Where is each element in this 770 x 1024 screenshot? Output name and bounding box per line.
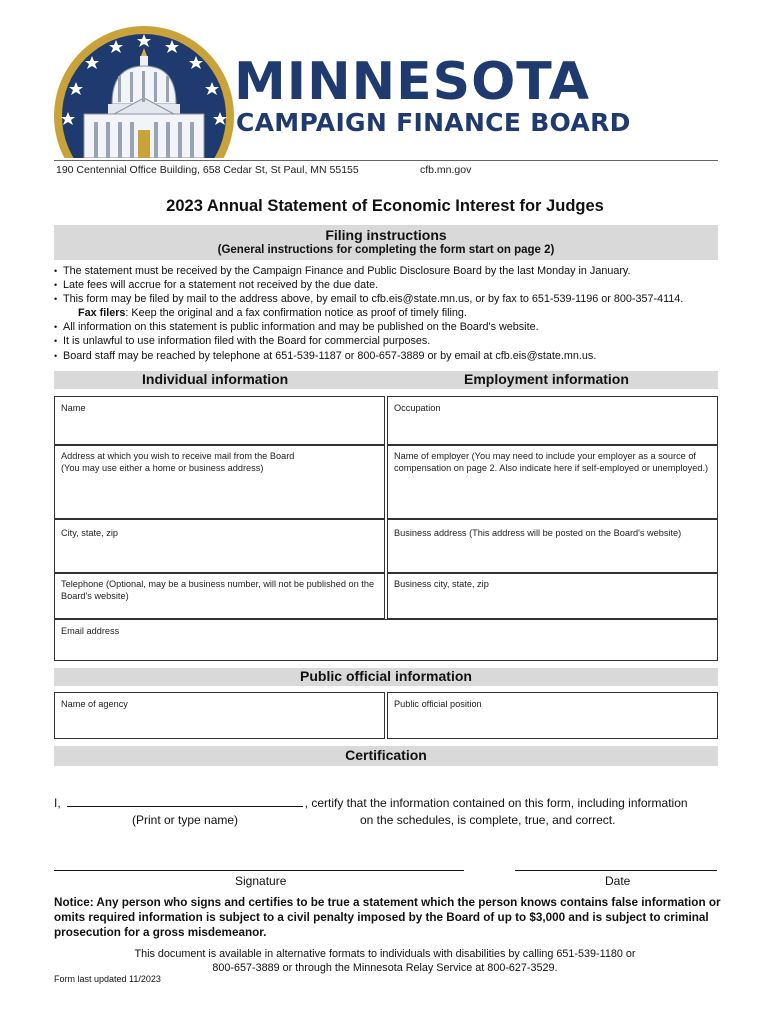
fax-filers-label: Fax filers xyxy=(78,307,126,320)
certification-band xyxy=(54,746,718,766)
position-label: Public official position xyxy=(394,699,482,709)
brand-title: MINNESOTA xyxy=(234,52,590,112)
instruction-item: • Board staff may be reached by telephone at 651-539-1187 or 800-657-3889 or by email at cfb.eis@state.mn.us. xyxy=(54,349,724,363)
employer-label: Name of employer (You may need to include your employer as a source of compensation on page 2. Also indicate here if self-employed or unemployed.) xyxy=(394,451,709,473)
board-website: cfb.mn.gov xyxy=(420,164,472,176)
employer-field[interactable] xyxy=(387,445,718,519)
city-state-zip-field[interactable] xyxy=(54,519,385,573)
mail-address-label: Address at which you wish to receive mail from the Board (You may use either a home or business address) xyxy=(61,451,295,473)
mail-address-field[interactable] xyxy=(54,445,385,519)
certification-statement xyxy=(54,796,688,810)
name-field[interactable] xyxy=(54,396,385,445)
email-field[interactable] xyxy=(54,619,718,661)
instruction-item: • This form may be filed by mail to the address above, by email to cfb.eis@state.mn.us, or by fax to 651-539-1196 or 800-357-4114. xyxy=(54,292,724,306)
position-field[interactable] xyxy=(387,692,718,739)
telephone-label: Telephone (Optional, may be a business number, will not be published on the Board's website) xyxy=(61,579,375,601)
header-divider xyxy=(54,160,718,161)
individual-employment-band xyxy=(54,371,718,389)
certification-heading: Certification xyxy=(345,747,427,763)
certification-text: , certify that the information contained on this form, including information xyxy=(304,796,688,810)
filing-instructions-subheading: (General instructions for completing the form start on page 2) xyxy=(217,244,555,256)
form-updated-date: Form last updated 11/2023 xyxy=(54,974,161,984)
printed-name-input[interactable] xyxy=(67,796,303,807)
business-address-label: Business address (This address will be posted on the Board's website) xyxy=(394,528,682,538)
alternative-formats-notice: This document is available in alternative formats to individuals with disabilities by calling 651-539-1180 or 800-657-3889 or through the Minnesota Relay Service at 800-627-3529. xyxy=(134,948,636,974)
instruction-item: • Late fees will accrue for a statement not received by the due date. xyxy=(54,278,724,292)
certification-text-continued: on the schedules, is complete, true, and correct. xyxy=(360,813,616,827)
occupation-field[interactable] xyxy=(387,396,718,445)
date-line[interactable] xyxy=(515,870,717,871)
brand-subtitle: CAMPAIGN FINANCE BOARD xyxy=(236,108,631,137)
city-state-zip-label: City, state, zip xyxy=(61,528,119,538)
employment-information-heading: Employment information xyxy=(464,371,629,387)
legal-notice: Notice: Any person who signs and certifies to be true a statement which the person knows contains false information or omits required information is subject to a civil penalty imposed by the Board of up to $3,000 and is subject to criminal prosecution for a gross misdemeanor. xyxy=(54,896,721,939)
fax-filers-text: : Keep the original and a fax confirmation notice as proof of timely filing. xyxy=(125,307,467,320)
filing-instructions-list xyxy=(54,264,724,363)
board-address: 190 Centennial Office Building, 658 Cedar St, St Paul, MN 55155 xyxy=(56,164,359,176)
individual-information-heading: Individual information xyxy=(142,371,289,387)
agency-label: Name of agency xyxy=(61,699,128,709)
signature-label: Signature xyxy=(235,874,287,888)
telephone-field[interactable] xyxy=(54,573,385,619)
email-label: Email address xyxy=(61,626,120,636)
public-official-band xyxy=(54,668,718,686)
document-title: 2023 Annual Statement of Economic Interest for Judges xyxy=(166,197,604,215)
minnesota-capitol-seal xyxy=(54,26,234,158)
signature-line[interactable] xyxy=(54,870,464,871)
occupation-label: Occupation xyxy=(394,403,441,413)
business-city-field[interactable] xyxy=(387,573,718,619)
instruction-item: • All information on this statement is public information and may be published on the Board's website. xyxy=(54,320,724,334)
instruction-item: • The statement must be received by the Campaign Finance and Public Disclosure Board by the last Monday in January. xyxy=(54,264,724,278)
business-city-label: Business city, state, zip xyxy=(394,579,489,589)
certification-prefix: I, xyxy=(54,796,61,810)
filing-instructions-band xyxy=(54,225,718,260)
business-address-field[interactable] xyxy=(387,519,718,573)
instruction-item: • It is unlawful to use information filed with the Board for commercial purposes. xyxy=(54,334,724,348)
fax-filers-note xyxy=(54,306,724,320)
filing-instructions-heading: Filing instructions xyxy=(325,227,447,243)
agency-field[interactable] xyxy=(54,692,385,739)
date-label: Date xyxy=(605,874,631,888)
name-label: Name xyxy=(61,403,86,413)
print-name-label: (Print or type name) xyxy=(132,813,239,827)
public-official-heading: Public official information xyxy=(300,668,472,684)
